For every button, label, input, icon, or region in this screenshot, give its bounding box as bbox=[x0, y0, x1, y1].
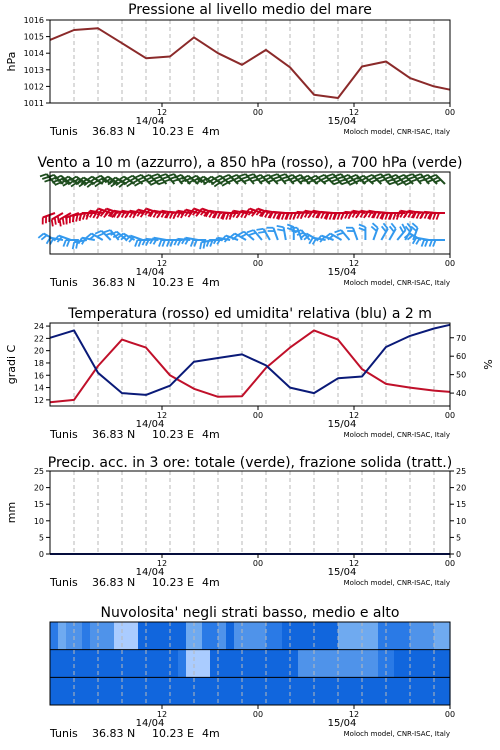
cloud-cell bbox=[442, 622, 451, 650]
cloud-cell bbox=[58, 622, 67, 650]
time-axis bbox=[49, 406, 455, 441]
cloud-cell bbox=[410, 677, 419, 705]
y-tick-label: 18 bbox=[33, 358, 44, 368]
cloud-cell bbox=[138, 622, 147, 650]
barb-flag bbox=[256, 229, 263, 230]
panel-title: Nuvolosita' negli strati basso, medio e alto bbox=[100, 605, 400, 621]
cloud-cell bbox=[234, 650, 243, 678]
time-axis bbox=[49, 554, 455, 589]
date-label: 15/04 bbox=[327, 567, 357, 578]
cloud-cell bbox=[274, 650, 283, 678]
y-tick-label: 5 bbox=[38, 533, 44, 543]
cloud-cell bbox=[90, 650, 99, 678]
barb-flag bbox=[200, 242, 201, 249]
panel-frame-bg bbox=[50, 323, 450, 406]
cloud-cell bbox=[194, 650, 203, 678]
cloud-cell bbox=[122, 622, 131, 650]
cloud-cell bbox=[362, 650, 371, 678]
cloud-cell bbox=[210, 650, 219, 678]
cloud-cell bbox=[194, 622, 203, 650]
y-tick-label: 1012 bbox=[23, 82, 44, 92]
cloud-cell bbox=[434, 622, 443, 650]
x-tick-label: 12 bbox=[348, 710, 360, 719]
cloud-cell bbox=[162, 622, 171, 650]
cloud-cell bbox=[66, 622, 75, 650]
location-lat: 36.83 N bbox=[92, 125, 136, 138]
cloud-cell bbox=[178, 650, 187, 678]
cloud-cell bbox=[338, 622, 347, 650]
date-label: 14/04 bbox=[135, 567, 165, 578]
barb-flag bbox=[40, 174, 47, 176]
cloud-cell bbox=[210, 677, 219, 705]
cloud-cell bbox=[266, 622, 275, 650]
cloud-cell bbox=[298, 650, 307, 678]
cloud-cell bbox=[370, 622, 379, 650]
location-alt: 4m bbox=[202, 125, 220, 138]
y-axis-right bbox=[450, 467, 466, 559]
cloud-cell bbox=[154, 622, 163, 650]
cloud-cell bbox=[322, 677, 331, 705]
cloud-cell bbox=[386, 650, 395, 678]
cloud-cell bbox=[426, 622, 435, 650]
cloud-cell bbox=[378, 622, 387, 650]
cloud-cell bbox=[410, 622, 419, 650]
cloud-cell bbox=[242, 677, 251, 705]
x-tick-label: 00 bbox=[252, 108, 264, 117]
cloud-cell bbox=[106, 677, 115, 705]
y-tick-label: 25 bbox=[33, 467, 44, 476]
location-alt: 4m bbox=[202, 727, 220, 740]
y-axis-right bbox=[450, 334, 466, 398]
cloud-cell bbox=[282, 677, 291, 705]
y-axis bbox=[34, 322, 50, 405]
location-lat: 36.83 N bbox=[92, 727, 136, 740]
cloud-cell bbox=[194, 677, 203, 705]
model-credit: Moloch model, CNR-ISAC, Italy bbox=[343, 128, 450, 136]
cloud-cell bbox=[378, 650, 387, 678]
barb-flag bbox=[76, 215, 77, 222]
cloud-cell bbox=[114, 677, 123, 705]
y-tick-label: 60 bbox=[456, 352, 467, 362]
panel-title: Temperatura (rosso) ed umidita' relativa (blu) a 2 m bbox=[68, 306, 432, 322]
cloud-cell bbox=[202, 622, 211, 650]
cloud-cell bbox=[250, 677, 259, 705]
cloud-cell bbox=[322, 650, 331, 678]
model-credit: Moloch model, CNR-ISAC, Italy bbox=[343, 279, 450, 287]
y-axis bbox=[34, 467, 50, 559]
panel-title: Vento a 10 m (azzurro), a 850 hPa (rosso), a 700 hPa (verde) bbox=[37, 155, 463, 171]
location-lat: 36.83 N bbox=[92, 576, 136, 589]
date-label: 14/04 bbox=[135, 116, 165, 127]
cloud-cell bbox=[114, 650, 123, 678]
cloud-cell bbox=[354, 677, 363, 705]
x-tick-label: 12 bbox=[156, 108, 168, 117]
cloud-cell bbox=[330, 622, 339, 650]
y-tick-label: 22 bbox=[33, 334, 44, 344]
cloud-cell bbox=[298, 677, 307, 705]
cloud-cell bbox=[170, 622, 179, 650]
cloud-cell bbox=[442, 650, 451, 678]
x-tick-label: 12 bbox=[156, 710, 168, 719]
cloud-cell bbox=[170, 677, 179, 705]
location-lon: 10.23 E bbox=[152, 125, 194, 138]
cloud-cell bbox=[66, 650, 75, 678]
cloud-cell bbox=[90, 622, 99, 650]
location-lon: 10.23 E bbox=[152, 576, 194, 589]
barb-flag bbox=[52, 220, 53, 227]
cloud-cell bbox=[298, 622, 307, 650]
cloud-cell bbox=[162, 650, 171, 678]
barb-flag bbox=[63, 218, 64, 225]
y-tick-label: 20 bbox=[33, 483, 44, 493]
cloud-cell bbox=[82, 622, 91, 650]
cloud-cell bbox=[242, 622, 251, 650]
cloud-cell bbox=[346, 622, 355, 650]
y-axis-label: mm bbox=[5, 501, 18, 524]
cloud-cell bbox=[322, 622, 331, 650]
cloud-cell bbox=[146, 622, 155, 650]
cloud-cell bbox=[82, 650, 91, 678]
barb-flag bbox=[55, 218, 56, 225]
barb-flag bbox=[58, 216, 59, 223]
cloud-row-alto bbox=[50, 622, 451, 650]
x-tick-label: 00 bbox=[252, 259, 264, 268]
x-tick-label: 12 bbox=[156, 411, 168, 420]
barb-flag bbox=[73, 242, 74, 249]
cloud-cell bbox=[250, 650, 259, 678]
cloud-cell bbox=[98, 622, 107, 650]
cloud-cell bbox=[186, 622, 195, 650]
cloud-cell bbox=[370, 650, 379, 678]
cloud-cell bbox=[146, 650, 155, 678]
cloud-cell bbox=[266, 650, 275, 678]
cloud-cell bbox=[178, 622, 187, 650]
cloud-cell bbox=[282, 650, 291, 678]
cloud-cell bbox=[50, 677, 59, 705]
cloud-cell bbox=[394, 677, 403, 705]
date-label: 15/04 bbox=[327, 718, 357, 729]
cloud-cell bbox=[274, 622, 283, 650]
barb-flag bbox=[204, 242, 205, 249]
cloud-row-medio bbox=[50, 650, 451, 678]
panel-frame-bg bbox=[50, 471, 450, 554]
x-tick-label: 00 bbox=[444, 259, 456, 268]
cloud-cell bbox=[218, 677, 227, 705]
x-tick-label: 00 bbox=[252, 559, 264, 568]
y-axis bbox=[24, 16, 50, 108]
cloud-cell bbox=[290, 677, 299, 705]
location-name: Tunis bbox=[50, 125, 78, 138]
cloud-cell bbox=[434, 650, 443, 678]
cloud-cell bbox=[138, 650, 147, 678]
cloud-cell bbox=[434, 677, 443, 705]
cloud-cell bbox=[402, 650, 411, 678]
y-tick-label: 1016 bbox=[23, 16, 44, 25]
cloud-cell bbox=[226, 677, 235, 705]
cloud-cell bbox=[250, 622, 259, 650]
date-label: 14/04 bbox=[135, 267, 165, 278]
y-tick-label: 14 bbox=[33, 383, 44, 393]
y-tick-label: 5 bbox=[456, 533, 462, 543]
cloud-cell bbox=[402, 677, 411, 705]
y-tick-label: 24 bbox=[33, 322, 44, 332]
cloud-cell bbox=[234, 677, 243, 705]
location-lon: 10.23 E bbox=[152, 727, 194, 740]
cloud-cell bbox=[146, 677, 155, 705]
cloud-cell bbox=[154, 677, 163, 705]
cloud-cell bbox=[170, 650, 179, 678]
location-name: Tunis bbox=[50, 428, 78, 441]
cloud-cell bbox=[314, 622, 323, 650]
barb-flag bbox=[277, 229, 284, 230]
y-tick-label: 1011 bbox=[23, 99, 44, 108]
y-axis-label: hPa bbox=[5, 51, 18, 72]
y-tick-label: 15 bbox=[456, 500, 467, 510]
cloud-cell bbox=[330, 650, 339, 678]
y-tick-label: 70 bbox=[456, 333, 467, 343]
cloud-cell bbox=[226, 622, 235, 650]
model-credit: Moloch model, CNR-ISAC, Italy bbox=[343, 730, 450, 738]
y-axis-label-right: % bbox=[482, 359, 495, 370]
panel-title: Precip. acc. in 3 ore: totale (verde), frazione solida (tratt.) bbox=[47, 455, 453, 471]
cloud-cell bbox=[338, 677, 347, 705]
cloud-cell bbox=[114, 622, 123, 650]
y-tick-label: 50 bbox=[456, 370, 467, 380]
y-tick-label: 0 bbox=[38, 550, 44, 559]
panel-frame-bg bbox=[50, 20, 450, 103]
cloud-cell bbox=[266, 677, 275, 705]
cloud-cell bbox=[58, 650, 67, 678]
cloud-row-basso bbox=[50, 677, 451, 705]
cloud-cell bbox=[258, 622, 267, 650]
cloud-cell bbox=[106, 622, 115, 650]
barb-flag bbox=[76, 242, 77, 249]
cloud-cell bbox=[82, 677, 91, 705]
cloud-cell bbox=[218, 650, 227, 678]
cloud-cell bbox=[74, 650, 83, 678]
cloud-cell bbox=[338, 650, 347, 678]
cloud-cell bbox=[122, 650, 131, 678]
cloud-cell bbox=[442, 677, 451, 705]
cloud-cell bbox=[50, 650, 59, 678]
date-label: 14/04 bbox=[135, 419, 165, 430]
y-tick-label: 0 bbox=[456, 550, 462, 559]
cloud-cell bbox=[314, 650, 323, 678]
cloud-cell bbox=[130, 650, 139, 678]
cloud-cell bbox=[386, 622, 395, 650]
date-label: 15/04 bbox=[327, 267, 357, 278]
cloud-cell bbox=[186, 677, 195, 705]
cloud-cell bbox=[394, 650, 403, 678]
cloud-cell bbox=[106, 650, 115, 678]
cloud-cell bbox=[274, 677, 283, 705]
cloud-cell bbox=[426, 677, 435, 705]
y-axis-label: gradi C bbox=[5, 344, 18, 385]
cloud-cell bbox=[130, 677, 139, 705]
cloud-cell bbox=[306, 677, 315, 705]
cloud-cell bbox=[66, 677, 75, 705]
cloud-cell bbox=[346, 650, 355, 678]
cloud-cell bbox=[178, 677, 187, 705]
cloud-cell bbox=[98, 677, 107, 705]
x-tick-label: 00 bbox=[444, 411, 456, 420]
cloud-cell bbox=[138, 677, 147, 705]
date-label: 14/04 bbox=[135, 718, 165, 729]
model-credit: Moloch model, CNR-ISAC, Italy bbox=[343, 431, 450, 439]
cloud-cell bbox=[362, 677, 371, 705]
x-tick-label: 00 bbox=[444, 559, 456, 568]
location-lon: 10.23 E bbox=[152, 276, 194, 289]
cloud-cell bbox=[354, 622, 363, 650]
cloud-cell bbox=[154, 650, 163, 678]
y-tick-label: 40 bbox=[456, 389, 467, 399]
x-tick-label: 00 bbox=[444, 710, 456, 719]
time-axis bbox=[49, 254, 455, 289]
y-tick-label: 10 bbox=[456, 516, 467, 526]
cloud-cell bbox=[98, 650, 107, 678]
cloud-cell bbox=[258, 677, 267, 705]
x-tick-label: 12 bbox=[348, 259, 360, 268]
location-lon: 10.23 E bbox=[152, 428, 194, 441]
barb-flag bbox=[73, 215, 74, 222]
cloud-cell bbox=[74, 677, 83, 705]
location-alt: 4m bbox=[202, 276, 220, 289]
x-tick-label: 12 bbox=[348, 559, 360, 568]
y-tick-label: 10 bbox=[33, 516, 44, 526]
cloud-cell bbox=[202, 650, 211, 678]
barb-flag bbox=[258, 232, 265, 233]
cloud-cell bbox=[394, 622, 403, 650]
y-tick-label: 20 bbox=[33, 346, 44, 356]
cloud-cell bbox=[370, 677, 379, 705]
cloud-cell bbox=[226, 650, 235, 678]
y-tick-label: 1013 bbox=[23, 65, 44, 75]
cloud-cell bbox=[290, 622, 299, 650]
cloud-cell bbox=[418, 650, 427, 678]
y-tick-label: 12 bbox=[33, 395, 44, 405]
cloud-cell bbox=[378, 677, 387, 705]
cloud-cell bbox=[122, 677, 131, 705]
cloud-cell bbox=[330, 677, 339, 705]
y-tick-label: 1014 bbox=[23, 49, 44, 59]
date-label: 15/04 bbox=[327, 419, 357, 430]
cloud-cell bbox=[130, 622, 139, 650]
model-credit: Moloch model, CNR-ISAC, Italy bbox=[343, 579, 450, 587]
x-tick-label: 00 bbox=[252, 411, 264, 420]
x-tick-label: 12 bbox=[156, 259, 168, 268]
date-label: 15/04 bbox=[327, 116, 357, 127]
cloud-cell bbox=[418, 677, 427, 705]
location-name: Tunis bbox=[50, 727, 78, 740]
cloud-cell bbox=[346, 677, 355, 705]
cloud-cell bbox=[218, 622, 227, 650]
cloud-cell bbox=[418, 622, 427, 650]
cloud-cell bbox=[210, 622, 219, 650]
cloud-cell bbox=[426, 650, 435, 678]
cloud-cell bbox=[74, 622, 83, 650]
cloud-cell bbox=[58, 677, 67, 705]
cloud-cell bbox=[258, 650, 267, 678]
location-alt: 4m bbox=[202, 576, 220, 589]
time-axis bbox=[49, 103, 455, 138]
y-tick-label: 16 bbox=[33, 371, 44, 381]
y-tick-label: 15 bbox=[33, 500, 44, 510]
cloud-cell bbox=[242, 650, 251, 678]
cloud-cell bbox=[234, 622, 243, 650]
x-tick-label: 12 bbox=[348, 411, 360, 420]
y-tick-label: 25 bbox=[456, 467, 467, 476]
location-name: Tunis bbox=[50, 276, 78, 289]
location-name: Tunis bbox=[50, 576, 78, 589]
location-lat: 36.83 N bbox=[92, 276, 136, 289]
x-tick-label: 12 bbox=[156, 559, 168, 568]
cloud-cell bbox=[314, 677, 323, 705]
x-tick-label: 00 bbox=[444, 108, 456, 117]
cloud-cell bbox=[354, 650, 363, 678]
x-tick-label: 12 bbox=[348, 108, 360, 117]
panel-title: Pressione al livello medio del mare bbox=[128, 2, 372, 18]
cloud-cell bbox=[306, 622, 315, 650]
barb-flag bbox=[277, 226, 284, 227]
y-tick-label: 1015 bbox=[23, 32, 44, 42]
time-axis bbox=[49, 705, 455, 740]
barb-flag bbox=[60, 220, 61, 227]
cloud-cell bbox=[386, 677, 395, 705]
y-tick-label: 20 bbox=[456, 483, 467, 493]
cloud-cell bbox=[90, 677, 99, 705]
cloud-cell bbox=[290, 650, 299, 678]
cloud-cell bbox=[362, 622, 371, 650]
cloud-cell bbox=[282, 622, 291, 650]
x-tick-label: 00 bbox=[252, 710, 264, 719]
cloud-cell bbox=[410, 650, 419, 678]
cloud-cell bbox=[186, 650, 195, 678]
location-lat: 36.83 N bbox=[92, 428, 136, 441]
cloud-cell bbox=[50, 622, 59, 650]
cloud-cell bbox=[202, 677, 211, 705]
location-alt: 4m bbox=[202, 428, 220, 441]
cloud-cell bbox=[306, 650, 315, 678]
cloud-cell bbox=[162, 677, 171, 705]
cloud-cell bbox=[402, 622, 411, 650]
